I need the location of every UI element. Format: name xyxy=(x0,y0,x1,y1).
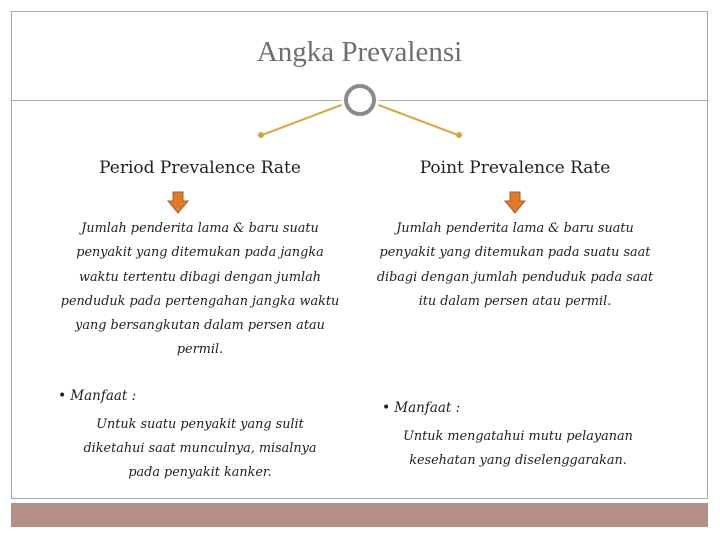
left-definition-line: penyakit yang ditemukan pada jangka xyxy=(76,245,324,261)
left-definition-line: Jumlah penderita lama & baru suatu xyxy=(81,221,319,236)
right-benefit xyxy=(368,425,668,473)
right-definition-line: itu dalam persen atau permil. xyxy=(418,293,612,309)
left-benefit-label: Manfaat : xyxy=(70,388,137,404)
left-down-arrow-icon xyxy=(166,191,190,215)
center-node xyxy=(346,86,374,114)
right-benefit-label: Manfaat : xyxy=(394,400,461,416)
branch-connector xyxy=(0,0,720,160)
left-branch-line xyxy=(262,104,344,135)
right-benefit-line: Untuk mengatahui mutu pelayanan xyxy=(403,429,633,444)
left-heading: Period Prevalence Rate xyxy=(99,158,301,178)
right-branch-end-dot xyxy=(456,132,462,138)
left-benefit-bullet xyxy=(58,388,136,404)
left-benefit xyxy=(40,413,360,485)
left-benefit-line: pada penyakit kanker. xyxy=(128,465,272,480)
left-definition-line: permil. xyxy=(176,342,224,358)
right-benefit-line: kesehatan yang diselenggarakan. xyxy=(409,453,627,468)
left-definition xyxy=(30,217,370,363)
left-benefit-line: diketahui saat munculnya, misalnya xyxy=(83,441,317,456)
right-definition-line: dibagi dengan jumlah penduduk pada saat xyxy=(376,269,654,285)
right-definition-line: Jumlah penderita lama & baru suatu xyxy=(396,221,634,236)
bullet-dot-icon: • xyxy=(58,388,67,404)
bottom-accent-bar xyxy=(11,503,708,527)
right-down-arrow-icon xyxy=(503,191,527,215)
right-heading: Point Prevalence Rate xyxy=(419,158,611,178)
left-definition-line: waktu tertentu dibagi dengan jumlah xyxy=(79,269,321,285)
left-branch-end-dot xyxy=(258,132,264,138)
slide-title: Angka Prevalensi xyxy=(256,36,463,68)
right-branch-line xyxy=(376,104,458,135)
left-definition-line: penduduk pada pertengahan jangka waktu xyxy=(60,293,340,309)
right-definition xyxy=(365,217,665,314)
right-benefit-bullet xyxy=(382,400,460,416)
bullet-dot-icon: • xyxy=(382,400,391,416)
left-definition-line: yang bersangkutan dalam persen atau xyxy=(75,318,325,334)
left-benefit-line: Untuk suatu penyakit yang sulit xyxy=(96,417,304,432)
right-definition-line: penyakit yang ditemukan pada suatu saat xyxy=(379,245,651,261)
